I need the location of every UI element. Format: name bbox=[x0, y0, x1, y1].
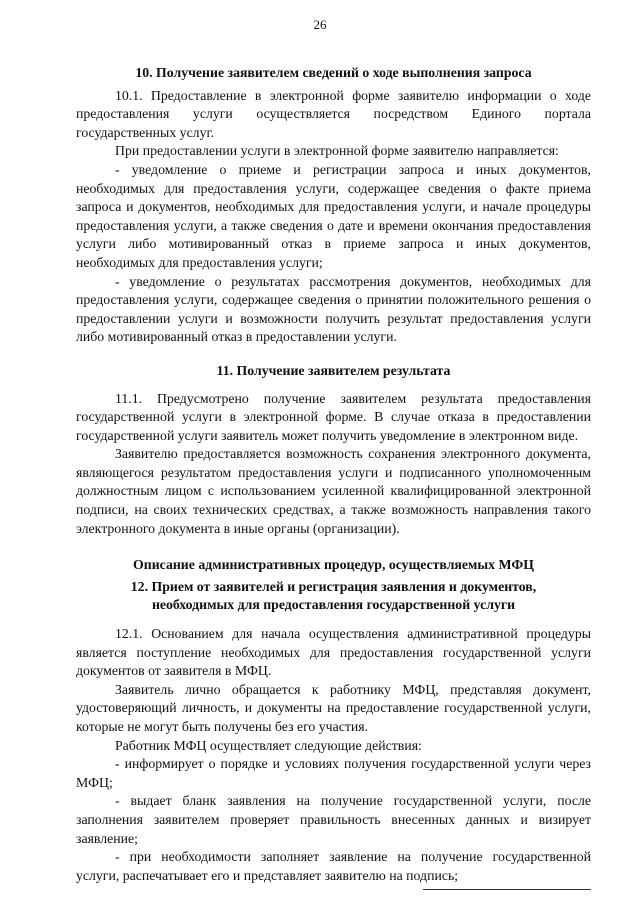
section-10-heading: 10. Получение заявителем сведений о ходе выполнения запроса bbox=[135, 65, 532, 80]
section-10-paragraph-3: - уведомление о приеме и регистрации запроса и иных документов, необходимых для предоставления услуги, содержащее сведения о факте приема запроса и документов, необходимых для предоставления услуги, и начале процедуры предоставления услуги, а также сведения о дате и времени окончания предоставления услуги либо мотивированный отказ в приеме запроса и иных документов, необходимых для предоставления услуги; bbox=[76, 161, 591, 270]
section-10-paragraph-2: При предоставлении услуги в электронной форме заявителю направляется: bbox=[115, 143, 559, 159]
section-11-heading: 11. Получение заявителем результата bbox=[216, 362, 451, 378]
section-12-heading-line-2: необходимых для предоставления государственной услуги bbox=[151, 597, 516, 613]
section-12-heading bbox=[76, 578, 591, 615]
footer-separator-line bbox=[423, 889, 591, 890]
section-12-paragraph-4: - информирует о порядке и условиях получения государственной услуги через МФЦ; bbox=[76, 756, 591, 790]
section-10-paragraph-1: 10.1. Предоставление в электронной форме заявителю информации о ходе предоставления услуги осуществляется посредством Единого портала государственных услуг. bbox=[76, 87, 591, 140]
section-12-paragraph-3: Работник МФЦ осуществляет следующие действия: bbox=[115, 737, 422, 753]
page-number: 26 bbox=[313, 17, 327, 32]
section-12-paragraph-2: Заявитель лично обращается к работнику МФЦ, представляя документ, удостоверяющий личность, и документы на предоставление государственной услуги, которые не могут быть получены без его участия. bbox=[76, 681, 591, 734]
section-12-paragraph-1: 12.1. Основанием для начала осуществления административной процедуры является поступление необходимых для предоставления государственной услуги документов от заявителя в МФЦ. bbox=[76, 626, 591, 679]
document-body bbox=[76, 64, 591, 885]
section-12-paragraph-6: - при необходимости заполняет заявление на получение государственной услуги, распечатывает его и представляет заявителю на подпись; bbox=[76, 849, 591, 883]
section-12-paragraph-5: - выдает бланк заявления на получение государственной услуги, после заполнения заявителем проверяет правильность внесенных данных и визирует заявление; bbox=[76, 793, 591, 846]
section-12-heading-line-1: 12. Прием от заявителей и регистрация заявления и документов, bbox=[130, 578, 537, 594]
section-10-paragraph-4: - уведомление о результатах рассмотрения документов, необходимых для предоставления услуги, содержащее сведения о принятии положительного решения о предоставлении услуги и возможности получить результат предоставления услуги либо мотивированный отказ в предоставлении услуги. bbox=[76, 273, 591, 345]
mfc-procedures-heading: Описание административных процедур, осуществляемых МФЦ bbox=[133, 557, 534, 573]
section-11-paragraph-1: 11.1. Предусмотрено получение заявителем результата предоставления государственной услуги в электронной форме. В случае отказа в предоставлении государственной услуги заявитель может получить уведомление в электронном виде. bbox=[76, 390, 591, 443]
section-11-paragraph-2: Заявителю предоставляется возможность сохранения электронного документа, являющегося результатом предоставления услуги и подписанного уполномоченным должностным лицом с использованием усиленной квалифицированной электронной подписи, на своих технических средствах, а также возможность направления такого электронного документа в иные органы (организации). bbox=[76, 446, 591, 536]
